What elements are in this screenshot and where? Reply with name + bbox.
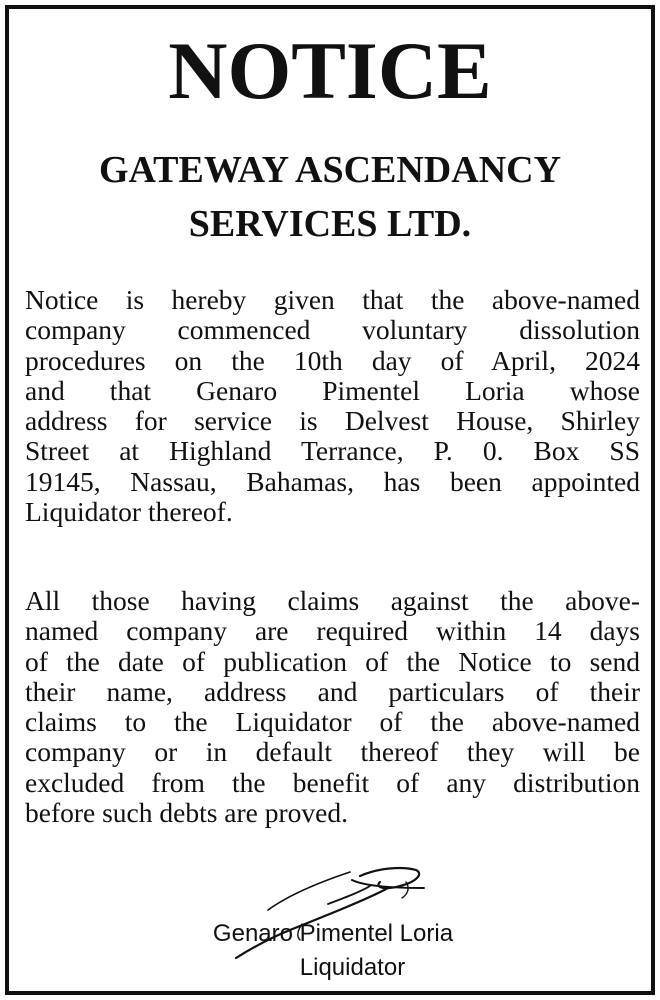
notice-paragraph-1 [25, 285, 640, 527]
notice-frame [5, 5, 655, 995]
paragraph-1-line: address for service is Delvest House, Shirley [25, 405, 640, 437]
paragraph-2-line: their name, address and particulars of their [25, 675, 640, 707]
company-name-line-2: SERVICES LTD. [188, 203, 472, 245]
paragraph-2-line: before such debts are proved. [25, 797, 348, 829]
paragraph-1-line: Notice is hereby given that the above-named [25, 284, 640, 315]
paragraph-2-line: All those having claims against the above- [25, 585, 640, 616]
paragraph-2-line: of the date of publication of the Notice to send [25, 645, 640, 677]
paragraph-1-line: procedures on the 10th day of April, 2024 [25, 344, 640, 376]
signatory-name: Genaro Pimentel Loria [212, 920, 454, 947]
signatory-title: Liquidator [299, 954, 406, 981]
paragraph-2-line: claims to the Liquidator of the above-named [25, 706, 640, 738]
paragraph-1-line: Street at Highland Terrance, P. 0. Box SS [25, 435, 640, 467]
paragraph-1-line: 19145, Nassau, Bahamas, has been appointed [25, 465, 640, 497]
paragraph-1-line: Liquidator thereof. [25, 496, 233, 528]
paragraph-2-line: company or in default thereof they will be [25, 736, 640, 768]
paragraph-2-line: excluded from the benefit of any distribution [25, 766, 640, 798]
paragraph-1-line: and that Genaro Pimentel Loria whose [25, 374, 640, 406]
handwritten-signature [210, 858, 440, 968]
notice-paragraph-2 [25, 586, 640, 828]
notice-title: NOTICE [168, 25, 492, 116]
paragraph-2-line: named company are required within 14 days [25, 615, 640, 647]
company-name-line-1: GATEWAY ASCENDANCY [98, 149, 562, 191]
company-name [9, 143, 651, 251]
paragraph-1-line: company commenced voluntary dissolution [25, 314, 640, 346]
